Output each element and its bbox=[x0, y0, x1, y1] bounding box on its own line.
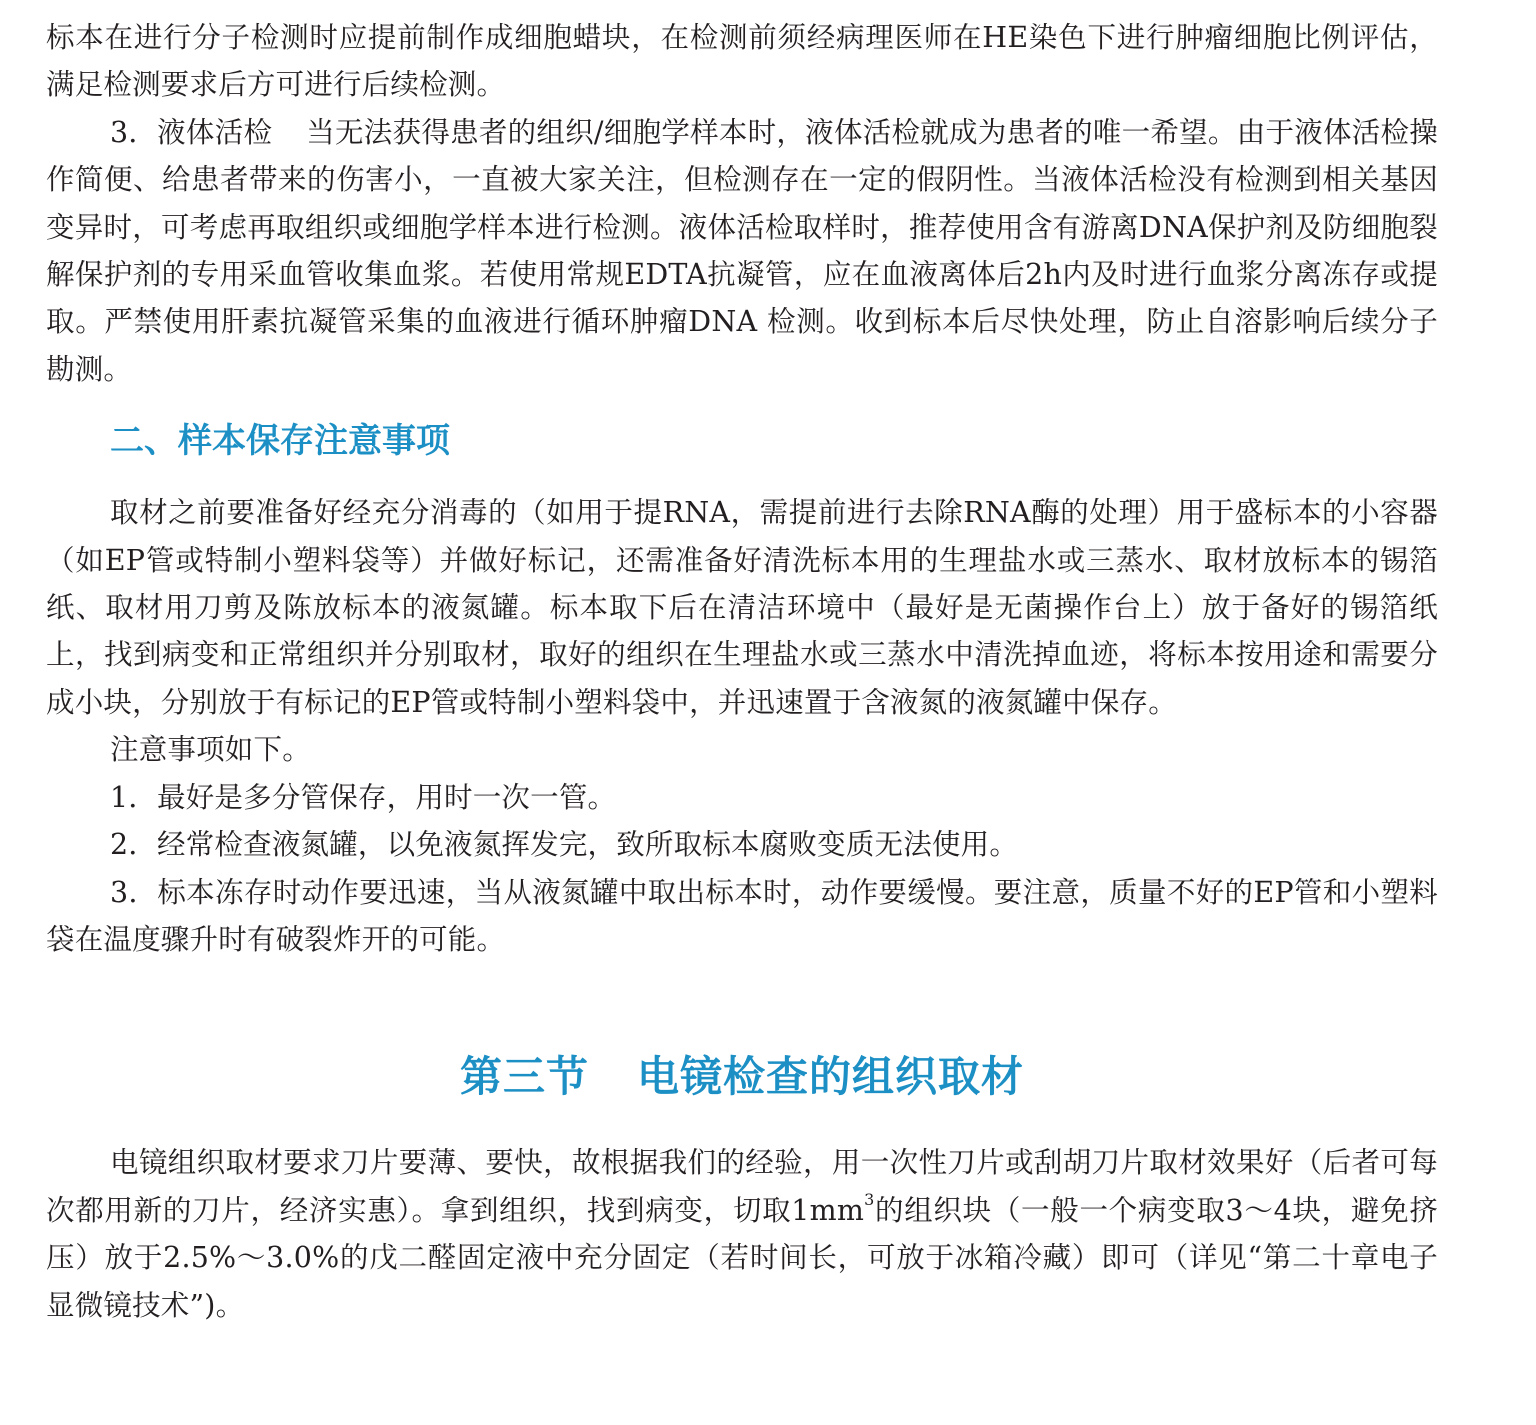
paragraph-liquid-biopsy bbox=[46, 109, 1438, 393]
section-name: 电镜检查的组织取材 bbox=[637, 1052, 1025, 1102]
paragraph-notes-intro: 注意事项如下。 bbox=[110, 733, 311, 767]
paragraph-em-sampling bbox=[46, 1139, 1438, 1329]
item-label-liquid-biopsy: 3．液体活检 bbox=[110, 115, 273, 149]
note-item-2: 2．经常检查液氮罐，以免液氮挥发完，致所取标本腐败变质无法使用。 bbox=[110, 828, 1019, 862]
em-text-after: 的组织块（一般一个病变取3～4块，避免挤压）放于2.5%～3.0%的戊二醛固定液中充分固定（若时间长，可放于冰箱冷藏）即可（详见“第二十章电子显微镜技术”)。 bbox=[46, 1193, 1438, 1322]
heading-sample-storage: 二、样本保存注意事项 bbox=[110, 421, 450, 462]
em-text-before: 电镜组织取材要求刀片要薄、要快，故根据我们的经验，用一次性刀片或刮胡刀片取材效果好（后者可每次都用新的刀片，经济实惠）。拿到组织，找到病变，切取1mm bbox=[46, 1146, 1438, 1227]
em-superscript: 3 bbox=[864, 1190, 875, 1210]
paragraph-cell-block: 标本在进行分子检测时应提前制作成细胞蜡块，在检测前须经病理医师在HE染色下进行肿瘤细胞比例评估，满足检测要求后方可进行后续检测。 bbox=[46, 21, 1438, 102]
note-item-1: 1．最好是多分管保存，用时一次一管。 bbox=[110, 780, 617, 814]
document-page bbox=[46, 14, 1438, 1329]
heading-wrapper bbox=[46, 415, 1438, 467]
note-item-3: 3．标本冻存时动作要迅速，当从液氮罐中取出标本时，动作要缓慢。要注意，质量不好的EP管和小塑料袋在温度骤升时有破裂炸开的可能。 bbox=[46, 875, 1438, 956]
item-text-liquid-biopsy: 当无法获得患者的组织/细胞学样本时，液体活检就成为患者的唯一希望。由于液体活检操作简便、给患者带来的伤害小，一直被大家关注，但检测存在一定的假阴性。当液体活检没有检测到相关基因变异时，可考虑再取组织或细胞学样本进行检测。液体活检取样时，推荐使用含有游离DNA保护剂及防细胞裂解保护剂的专用采血管收集血浆。若使用常规EDTA抗凝管，应在血液离体后2h内及时进行血浆分离冻存或提取。严禁使用肝素抗凝管采集的血液进行循环肿瘤DNA 检测。收到标本后尽快处理，防止自溶影响后续分子勘测。 bbox=[46, 115, 1438, 386]
section-title-wrapper bbox=[46, 1047, 1438, 1107]
section-title bbox=[46, 1047, 1438, 1107]
paragraph-storage-prep: 取材之前要准备好经充分消毒的（如用于提RNA，需提前进行去除RNA酶的处理）用于盛标本的小容器（如EP管或特制小塑料袋等）并做好标记，还需准备好清洗标本用的生理盐水或三蒸水、取材放标本的锡箔纸、取材用刀剪及陈放标本的液氮罐。标本取下后在清洁环境中（最好是无菌操作台上）放于备好的锡箔纸上，找到病变和正常组织并分别取材，取好的组织在生理盐水或三蒸水中清洗掉血迹，将标本按用途和需要分成小块，分别放于有标记的EP管或特制小塑料袋中，并迅速置于含液氮的液氮罐中保存。 bbox=[46, 496, 1438, 719]
section-number: 第三节 bbox=[459, 1052, 589, 1102]
